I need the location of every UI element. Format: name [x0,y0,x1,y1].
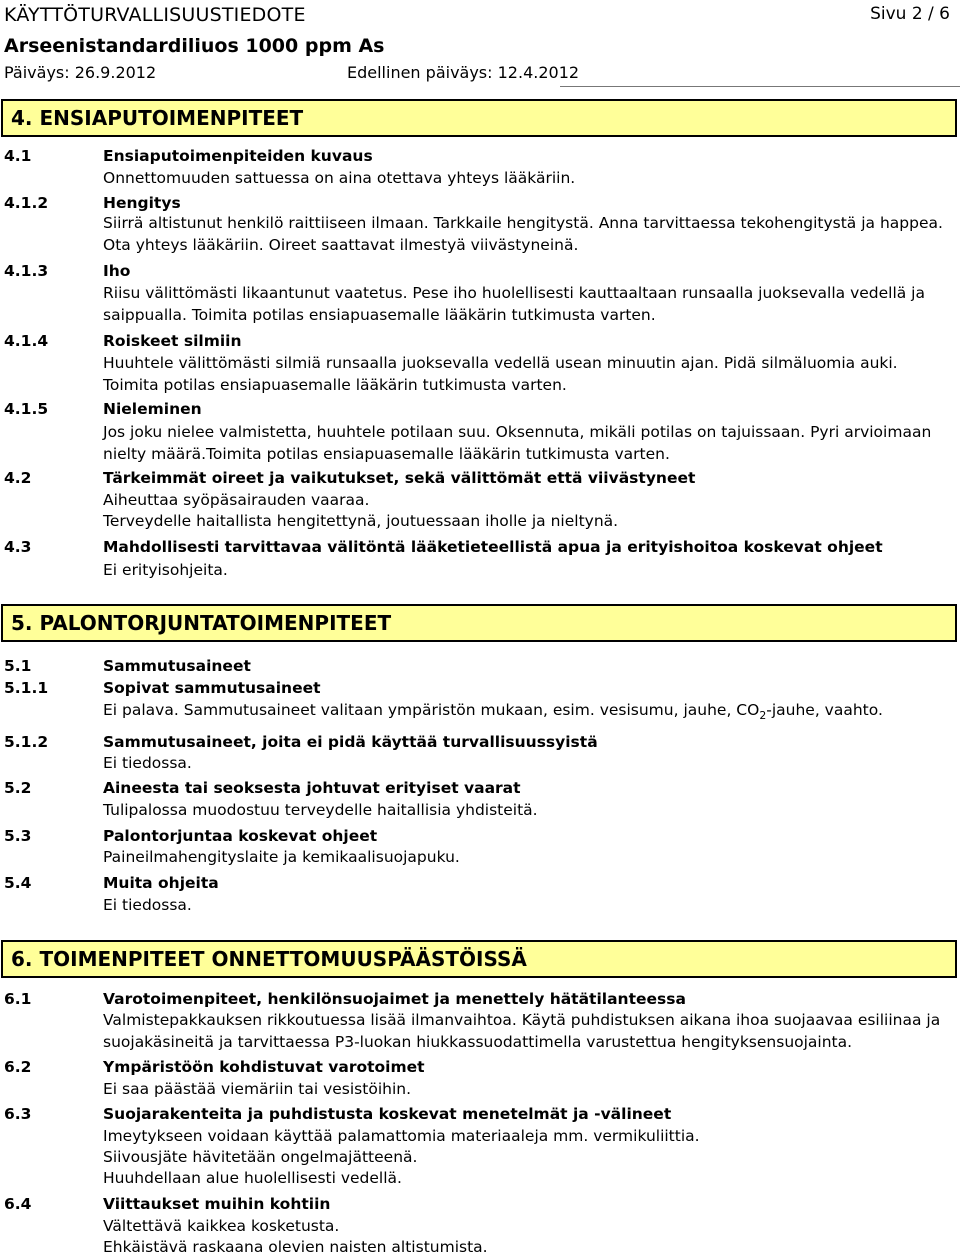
section-number: 6.3 [4,1105,32,1123]
section-text: Siirrä altistunut henkilö raittiiseen ilmaan. Tarkkaile hengitystä. Anna tarvittaessa tekohengitystä ja happea. Ota yhteys lääkäriin. Oireet saattavat ilmestyä viivästyneinä. [103,214,943,254]
section-number: 6.4 [4,1195,32,1213]
section-heading: Sammutusaineet, joita ei pidä käyttää turvallisuussyistä [103,733,598,751]
section-text: Ei erityisohjeita. [103,561,228,579]
subscript: 2 [759,709,767,722]
section-heading: Sopivat sammutusaineet [103,679,321,697]
section-number: 5.1 [4,657,32,675]
text-part: -jauhe, vaahto. [766,701,883,719]
section-heading: Ensiaputoimenpiteiden kuvaus [103,147,373,165]
section-heading: Palontorjuntaa koskevat ohjeet [103,827,378,845]
section-text: Paineilmahengityslaite ja kemikaalisuojapuku. [103,848,460,866]
product-name: Arseenistandardiliuos 1000 ppm As [4,35,385,57]
section-heading: Roiskeet silmiin [103,332,242,350]
section-number: 4.1.4 [4,332,49,350]
section-heading: Mahdollisesti tarvittavaa välitöntä lääketieteellistä apua ja erityishoitoa koskevat ohjeet [103,538,883,556]
section-number: 6.2 [4,1058,32,1076]
section-text: Ei tiedossa. [103,896,192,914]
section-number: 5.3 [4,827,32,845]
section-text: Huuhtele välittömästi silmiä runsaalla juoksevalla vedellä usean minuutin ajan. Pidä silmäluomia auki. Toimita potilas ensiapuasemalle lääkärin tutkimusta varten. [103,354,898,394]
section-heading: Hengitys [103,194,181,212]
section-number: 4.2 [4,469,32,487]
section-text: Riisu välittömästi likaantunut vaatetus. Pese iho huolellisesti kauttaaltaan runsaalla juoksevalla vedellä ja saippualla. Toimita potilas ensiapuasemalle lääkärin tutkimusta varten. [103,284,925,324]
section-text: Onnettomuuden sattuessa on aina otettava yhteys lääkäriin. [103,169,576,187]
section-heading: Muita ohjeita [103,874,219,892]
section-heading: Sammutusaineet [103,657,251,675]
section-heading: Suojarakenteita ja puhdistusta koskevat menetelmät ja -välineet [103,1105,672,1123]
section-text: Jos joku nielee valmistetta, huuhtele potilaan suu. Oksennuta, mikäli potilas on tajuissaan. Pyri arvioimaan nielty määrä.Toimita potilas ensiapuasemalle lääkärin tutkimusta varten. [103,423,932,463]
section-text: Vältettävä kaikkea kosketusta. [103,1217,340,1235]
section-5-banner: 5. PALONTORJUNTATOIMENPITEET [1,604,957,642]
section-text: Ehkäistävä raskaana olevien naisten altistumista. [103,1238,488,1256]
section-number: 5.2 [4,779,32,797]
section-number: 4.1 [4,147,32,165]
section-text: Ei saa päästää viemäriin tai vesistöihin. [103,1080,412,1098]
section-number: 6.1 [4,990,32,1008]
previous-date: Edellinen päiväys: 12.4.2012 [347,63,580,82]
section-text: Imeytykseen voidaan käyttää palamattomia materiaaleja mm. vermikuliittia. [103,1127,700,1145]
section-number: 4.1.3 [4,262,49,280]
text-part: Ei palava. Sammutusaineet valitaan ympäristön mukaan, esim. vesisumu, jauhe, CO [103,701,760,719]
section-text: Ei tiedossa. [103,754,192,772]
date: Päiväys: 26.9.2012 [4,63,157,82]
section-6-banner: 6. TOIMENPITEET ONNETTOMUUSPÄÄSTÖISSÄ [1,940,957,978]
section-text: Huuhdellaan alue huolellisesti vedellä. [103,1169,402,1187]
section-heading: Ympäristöön kohdistuvat varotoimet [103,1058,425,1076]
section-number: 4.1.2 [4,194,49,212]
section-text: Siivousjäte hävitetään ongelmajätteenä. [103,1148,418,1166]
section-text: Aiheuttaa syöpäsairauden vaaraa. [103,491,370,509]
section-text: Terveydelle haitallista hengitettynä, joutuessaan iholle ja nieltynä. [103,512,619,530]
section-heading: Tärkeimmät oireet ja vaikutukset, sekä välittömät että viivästyneet [103,469,696,487]
section-heading: Varotoimenpiteet, henkilönsuojaimet ja menettely hätätilanteessa [103,990,686,1008]
section-4-banner: 4. ENSIAPUTOIMENPITEET [1,99,957,137]
section-heading: Iho [103,262,131,280]
section-text: Tulipalossa muodostuu terveydelle haitallisia yhdisteitä. [103,801,538,819]
section-text [103,700,956,727]
section-number: 5.1.1 [4,679,49,697]
section-number: 4.1.5 [4,400,49,418]
section-heading: Nieleminen [103,400,202,418]
section-number: 5.4 [4,874,32,892]
section-heading: Aineesta tai seoksesta johtuvat erityiset vaarat [103,779,521,797]
header-divider [560,86,960,87]
section-text: Valmistepakkauksen rikkoutuessa lisää ilmanvaihtoa. Käytä puhdistuksen aikana ihoa suojaavaa esiliinaa ja suojakäsineitä ja tarvittaessa P3-luokan hiukkassuodattimella varustettua hengityksensuojainta. [103,1011,941,1051]
section-number: 5.1.2 [4,733,49,751]
section-number: 4.3 [4,538,32,556]
document-title: KÄYTTÖTURVALLISUUSTIEDOTE [4,4,306,26]
page-number: Sivu 2 / 6 [870,4,950,24]
section-heading: Viittaukset muihin kohtiin [103,1195,331,1213]
